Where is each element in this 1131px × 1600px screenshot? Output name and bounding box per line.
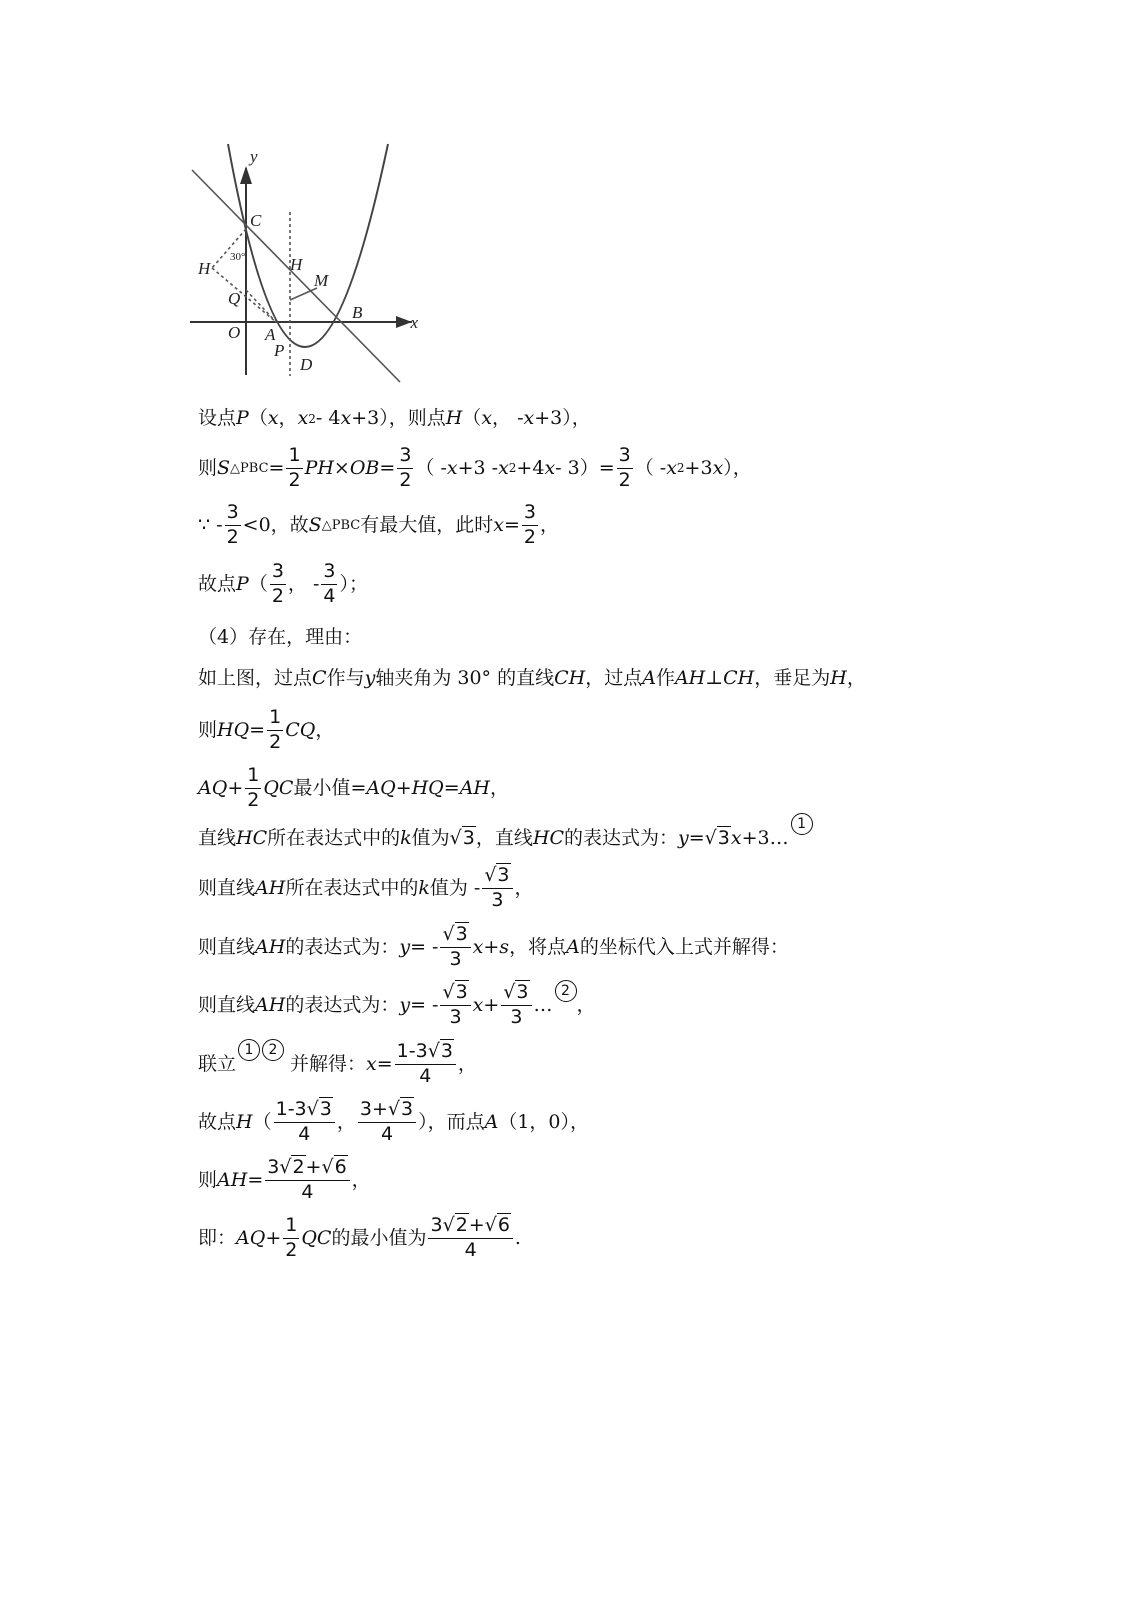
var: AH <box>217 1168 248 1191</box>
text: ，将点 <box>509 935 567 958</box>
text: 所在表达式中的 <box>267 826 401 849</box>
text: = <box>443 776 460 799</box>
text: ， <box>489 776 509 799</box>
var: x <box>472 935 484 958</box>
text: （ - <box>634 456 667 479</box>
text: = <box>247 1168 264 1191</box>
numerator: 3 <box>522 503 538 526</box>
line-6 <box>198 669 1098 688</box>
radical-sign: √ <box>442 981 455 1003</box>
var: x <box>481 407 493 429</box>
radical-sign: √ <box>484 864 497 886</box>
text: = <box>688 826 705 849</box>
radicand: 3 <box>455 981 468 1003</box>
var: x <box>472 993 484 1016</box>
var: x <box>366 1052 377 1075</box>
line-3 <box>198 503 1098 548</box>
text: ， <box>539 513 559 536</box>
fraction <box>265 1158 349 1203</box>
radicand: 3 <box>717 826 730 849</box>
fraction <box>274 1100 335 1145</box>
denominator: 4 <box>464 1238 477 1261</box>
text: 则 <box>198 1168 218 1191</box>
text: <0，故 <box>242 513 309 536</box>
text: ，垂足为 <box>754 667 831 689</box>
var: x <box>267 407 279 429</box>
text: ，直线 <box>475 826 533 849</box>
var: S <box>217 456 231 479</box>
numerator-part: 3 <box>430 1214 443 1236</box>
var: s <box>499 935 510 958</box>
numerator: 1 <box>286 446 302 469</box>
var: H <box>830 667 847 689</box>
denominator: 3 <box>449 1005 462 1028</box>
numerator: 3 <box>225 503 241 526</box>
sqrt <box>442 922 468 945</box>
fraction <box>321 562 337 607</box>
var: H <box>445 407 463 429</box>
text: ⊥ <box>705 667 724 689</box>
var: AH <box>255 876 286 899</box>
radical-sign: √ <box>321 1156 334 1178</box>
var: k <box>418 876 430 899</box>
text: = - <box>410 935 439 958</box>
radical-sign: √ <box>279 1156 292 1178</box>
text: （ <box>248 572 268 595</box>
text: … <box>533 993 553 1016</box>
line-14 <box>198 1100 1098 1145</box>
text: ， - <box>287 572 320 595</box>
text: ），而点 <box>418 1110 485 1133</box>
text: 的坐标代入上式并解得： <box>579 935 789 958</box>
line-ha-dotted <box>212 268 276 322</box>
radicand: 3 <box>401 1098 414 1120</box>
parabola-figure <box>190 140 420 390</box>
var: k <box>400 826 412 849</box>
var: A <box>484 1110 499 1133</box>
denominator: 2 <box>269 730 282 753</box>
text: （ <box>248 407 268 429</box>
radicand: 3 <box>440 1040 453 1062</box>
var: HC <box>236 826 268 849</box>
denominator: 3 <box>510 1005 523 1028</box>
var: y <box>399 935 411 958</box>
text: + <box>395 776 412 799</box>
text: 则 <box>198 456 218 479</box>
label-a: A <box>265 325 276 344</box>
var: y <box>364 667 376 689</box>
label-y: y <box>250 147 258 166</box>
label-o: O <box>228 323 241 342</box>
denominator: 2 <box>226 525 239 548</box>
numerator <box>274 1100 335 1123</box>
text: ， <box>351 1168 371 1191</box>
radical-sign: √ <box>442 923 455 945</box>
denominator: 2 <box>399 468 412 491</box>
var: AQ <box>236 1226 266 1249</box>
text: + <box>265 1226 282 1249</box>
var: H <box>236 1110 253 1133</box>
text: 的表达式为： <box>285 993 400 1016</box>
fraction <box>270 562 286 607</box>
text: （ <box>462 407 482 429</box>
text: （ - <box>415 456 447 479</box>
label-angle: 30° <box>230 251 246 263</box>
radicand: 6 <box>497 1214 510 1236</box>
sqrt <box>279 1155 305 1178</box>
text: + <box>483 935 500 958</box>
text: 则直线 <box>198 993 256 1016</box>
text: +3）， <box>534 407 591 429</box>
denominator: 3 <box>491 888 504 911</box>
radicand: 3 <box>497 864 510 886</box>
exponent: 2 <box>676 461 685 476</box>
numerator: 1 <box>267 708 283 731</box>
radical-sign: √ <box>503 981 516 1003</box>
line-bc <box>192 170 400 382</box>
denominator: 2 <box>285 1238 298 1261</box>
numerator <box>440 925 470 948</box>
var: HC <box>532 826 564 849</box>
text: = <box>249 718 266 741</box>
line-8 <box>198 766 1098 811</box>
label-b: B <box>352 303 363 322</box>
radical-sign: √ <box>442 1214 455 1236</box>
text: 值为 <box>411 826 450 849</box>
sqrt <box>307 1097 333 1120</box>
numerator: 1 <box>245 766 261 789</box>
var: A <box>642 667 656 689</box>
radicand: 2 <box>292 1156 305 1178</box>
text: ， - <box>492 407 524 429</box>
fraction <box>245 766 261 811</box>
text: （ <box>252 1110 272 1133</box>
sqrt <box>449 826 476 849</box>
text: 直线 <box>198 826 237 849</box>
label-x: x <box>410 313 418 332</box>
text: ， <box>315 718 335 741</box>
label-h-left: H <box>198 259 211 278</box>
var: x <box>712 456 724 479</box>
text: 的最小值为 <box>331 1226 427 1249</box>
var: x <box>544 456 556 479</box>
denominator: 2 <box>247 788 260 811</box>
fraction <box>440 983 470 1028</box>
numerator-part: 3 <box>267 1156 280 1178</box>
radicand: 3 <box>319 1098 332 1120</box>
var: AH <box>255 993 286 1016</box>
circled-number-2: 2 <box>262 1039 284 1061</box>
text: ， <box>576 993 596 1016</box>
fraction <box>283 1216 299 1261</box>
sqrt <box>321 1155 347 1178</box>
var: x <box>523 407 535 429</box>
var: S <box>308 513 322 536</box>
text: ， <box>514 876 534 899</box>
fraction <box>358 1100 416 1145</box>
label-m: M <box>314 271 329 290</box>
text: （4）存在，理由： <box>198 626 363 648</box>
line-qa-dotted <box>246 290 276 322</box>
denominator: 4 <box>419 1064 432 1087</box>
text: ）， <box>723 456 752 479</box>
var: QC <box>301 1226 332 1249</box>
sqrt <box>485 1213 511 1236</box>
sqrt <box>704 826 731 849</box>
var: y <box>399 993 411 1016</box>
numerator: 3 <box>270 562 286 585</box>
radicand: 3 <box>462 826 475 849</box>
text: 故点 <box>198 1110 237 1133</box>
var: CH <box>723 667 755 689</box>
var: OB <box>349 456 380 479</box>
denominator: 2 <box>618 468 631 491</box>
var: AH <box>255 935 286 958</box>
denominator: 4 <box>298 1122 311 1145</box>
denominator: 3 <box>449 947 462 970</box>
text: +3），则点 <box>351 407 446 429</box>
label-h-mid: H <box>290 255 303 274</box>
denominator: 4 <box>380 1122 394 1145</box>
text: 轴夹角为 30° 的直线 <box>375 667 555 689</box>
circled-number-1: 1 <box>791 813 813 835</box>
numerator <box>428 1216 512 1239</box>
var: P <box>236 407 249 429</box>
radicand: 3 <box>455 923 468 945</box>
sqrt <box>388 1097 414 1120</box>
numerator: 3 <box>321 562 337 585</box>
var: PH <box>304 456 334 479</box>
var: AH <box>674 667 706 689</box>
fraction <box>440 925 470 970</box>
numerator: 1 <box>283 1216 299 1239</box>
text: ， <box>336 1110 356 1133</box>
text: 作 <box>655 667 675 689</box>
fraction <box>225 503 241 548</box>
var: AH <box>459 776 490 799</box>
line-7 <box>198 708 1098 753</box>
text: 则 <box>198 718 218 741</box>
text: +3 - <box>457 456 499 479</box>
radical-sign: √ <box>306 1098 319 1120</box>
text: +3 <box>684 456 713 479</box>
denominator: 2 <box>523 525 536 548</box>
denominator: 2 <box>288 468 301 491</box>
line-1 <box>198 409 1098 428</box>
fraction <box>522 503 538 548</box>
text: - 3）= <box>555 456 615 479</box>
text: . <box>514 1226 521 1249</box>
sqrt <box>443 1213 469 1236</box>
var: x <box>666 456 677 479</box>
text: +3… <box>741 826 789 849</box>
var: x <box>498 456 509 479</box>
label-p: P <box>274 341 285 360</box>
numerator-part: + <box>305 1156 322 1178</box>
text: ∵ - <box>198 513 223 536</box>
fraction <box>482 866 512 911</box>
var: x <box>340 407 352 429</box>
numerator <box>440 983 470 1006</box>
sqrt <box>428 1039 454 1062</box>
text: 的表达式为： <box>285 935 400 958</box>
text: 的表达式为： <box>564 826 679 849</box>
numerator-part: 1-3 <box>396 1040 428 1062</box>
var: A <box>566 935 580 958</box>
line-16 <box>198 1216 1098 1261</box>
line-9 <box>198 816 1098 849</box>
line-13 <box>198 1042 1098 1087</box>
var: CH <box>554 667 586 689</box>
var: x <box>730 826 742 849</box>
numerator-part: 3+ <box>359 1098 388 1120</box>
text: ， <box>846 667 866 689</box>
radicand: 6 <box>334 1156 347 1178</box>
var: HQ <box>217 718 250 741</box>
radicand: 2 <box>455 1214 468 1236</box>
text: +4 <box>516 456 545 479</box>
exponent: 2 <box>308 411 316 426</box>
var: x <box>297 407 309 429</box>
text: - 4 <box>315 407 341 429</box>
text: = <box>503 513 520 536</box>
line-11 <box>198 925 1098 970</box>
fraction <box>395 1042 456 1087</box>
denominator: 4 <box>323 584 336 607</box>
text: 作与 <box>326 667 365 689</box>
numerator <box>501 983 531 1006</box>
text: （1，0）， <box>498 1110 590 1133</box>
text: ， <box>457 1052 477 1075</box>
fraction <box>501 983 531 1028</box>
line-10 <box>198 866 1098 911</box>
text: × <box>333 456 350 479</box>
fraction <box>428 1216 512 1261</box>
y-axis-arrow <box>240 166 252 184</box>
var: AQ <box>198 776 228 799</box>
line-12 <box>198 983 1098 1028</box>
text: 值为 - <box>429 876 481 899</box>
label-q: Q <box>228 289 241 308</box>
radicand: 3 <box>516 981 529 1003</box>
text: ）； <box>339 572 368 595</box>
var: P <box>236 572 249 595</box>
denominator: 4 <box>301 1180 314 1203</box>
sqrt <box>484 863 510 886</box>
numerator-part: 1-3 <box>275 1098 307 1120</box>
line-5 <box>198 628 1098 647</box>
radical-sign: √ <box>449 826 462 849</box>
var: HQ <box>411 776 444 799</box>
label-c: C <box>250 211 262 230</box>
var: QC <box>263 776 294 799</box>
label-d: D <box>300 355 313 374</box>
text: 则直线 <box>198 935 256 958</box>
fraction <box>617 446 633 491</box>
numerator <box>358 1100 416 1123</box>
denominator: 2 <box>271 584 284 607</box>
fraction <box>267 708 283 753</box>
text: = <box>376 1052 393 1075</box>
var: x <box>493 513 504 536</box>
numerator <box>395 1042 456 1065</box>
subscript: △PBC <box>321 517 361 533</box>
numerator-part: + <box>468 1214 485 1236</box>
var: y <box>678 826 689 849</box>
fraction <box>397 446 413 491</box>
parabola-curve <box>228 144 388 347</box>
exponent: 2 <box>508 461 517 476</box>
var: C <box>312 667 327 689</box>
text: = <box>268 456 285 479</box>
text: 即： <box>198 1226 237 1249</box>
numerator: 3 <box>397 446 413 469</box>
var: x <box>446 456 458 479</box>
text: 所在表达式中的 <box>285 876 419 899</box>
radical-sign: √ <box>484 1214 497 1236</box>
radical-sign: √ <box>704 826 717 849</box>
radical-sign: √ <box>387 1098 400 1120</box>
text: = - <box>410 993 439 1016</box>
radical-sign: √ <box>427 1040 440 1062</box>
text: ， <box>278 407 298 429</box>
text: = <box>379 456 396 479</box>
fraction <box>286 446 302 491</box>
line-4 <box>198 562 1098 607</box>
line-2 <box>198 446 1098 491</box>
line-15 <box>198 1158 1098 1203</box>
parabola-graph <box>190 140 420 390</box>
circled-number-2: 2 <box>555 980 577 1002</box>
text: 联立 <box>198 1052 237 1075</box>
text: ，过点 <box>585 667 643 689</box>
numerator <box>482 866 512 889</box>
circled-number-1: 1 <box>238 1039 260 1061</box>
text: 有最大值，此时 <box>360 513 494 536</box>
text: 设点 <box>198 407 237 429</box>
text: 最小值= <box>293 776 367 799</box>
sqrt <box>442 980 468 1003</box>
text: 如上图，过点 <box>198 667 313 689</box>
text: 故点 <box>198 572 237 595</box>
numerator <box>265 1158 349 1181</box>
subscript: △PBC <box>230 460 269 476</box>
text: + <box>227 776 244 799</box>
sqrt <box>503 980 529 1003</box>
var: AQ <box>366 776 396 799</box>
text: 则直线 <box>198 876 256 899</box>
var: CQ <box>285 718 316 741</box>
text: 并解得： <box>290 1052 367 1075</box>
numerator: 3 <box>617 446 633 469</box>
text: + <box>483 993 500 1016</box>
